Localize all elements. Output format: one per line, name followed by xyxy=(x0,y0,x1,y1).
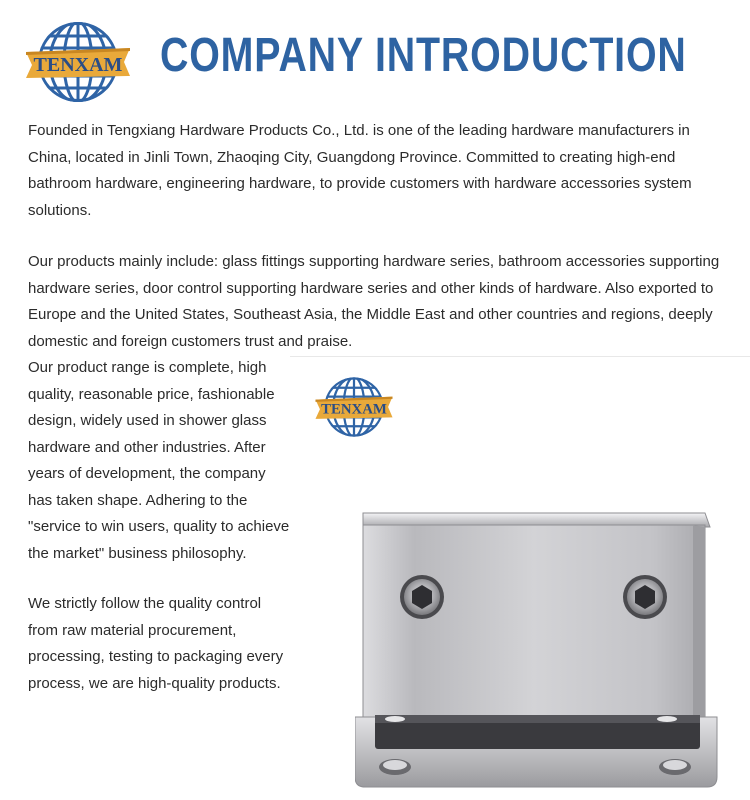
tenxam-logo-small xyxy=(314,372,394,442)
svg-text:TENXAM: TENXAM xyxy=(321,401,387,418)
globe-logo-icon xyxy=(314,372,394,442)
intro-paragraph: Founded in Tengxiang Hardware Products Co., Ltd. is one of the leading hardware manufacturers in China, located in Jinli Town, Zhaoqing City, Guangdong Province. Committed to creating high-end bathroom hardware, engineering hardware, to provide customers with hardware accessories system solutions. xyxy=(28,122,692,219)
page-title: COMPANY INTRODUCTION xyxy=(160,29,687,82)
products-paragraph: Our products mainly include: glass fittings supporting hardware series, bathroom accessories supporting hardware series, door control supporting hardware series and other kinds of hardware. Also exported to Europe and the United States, Southeast Asia, the Middle East and other countries and regions, deeply domestic and foreign customers trust and praise. xyxy=(28,253,720,350)
divider xyxy=(290,356,750,357)
range-paragraph: Our product range is complete, high quality, reasonable price, fashionable design, widely used in shower glass hardware and other industries. After years of development, the company has taken shape. Adhering to the "service to win users, quality to achieve the market" business philosophy. xyxy=(28,359,290,562)
glass-clamp-hinge-icon xyxy=(355,505,720,790)
screw-icon xyxy=(400,575,444,619)
globe-logo-icon xyxy=(24,18,132,106)
product-image xyxy=(355,505,720,790)
screw-icon xyxy=(623,575,667,619)
svg-text:TENXAM: TENXAM xyxy=(33,54,123,76)
quality-paragraph: We strictly follow the quality control from raw material procurement, processing, testing to packaging every process, we are high-quality products. xyxy=(28,595,284,692)
tenxam-logo xyxy=(24,18,132,106)
